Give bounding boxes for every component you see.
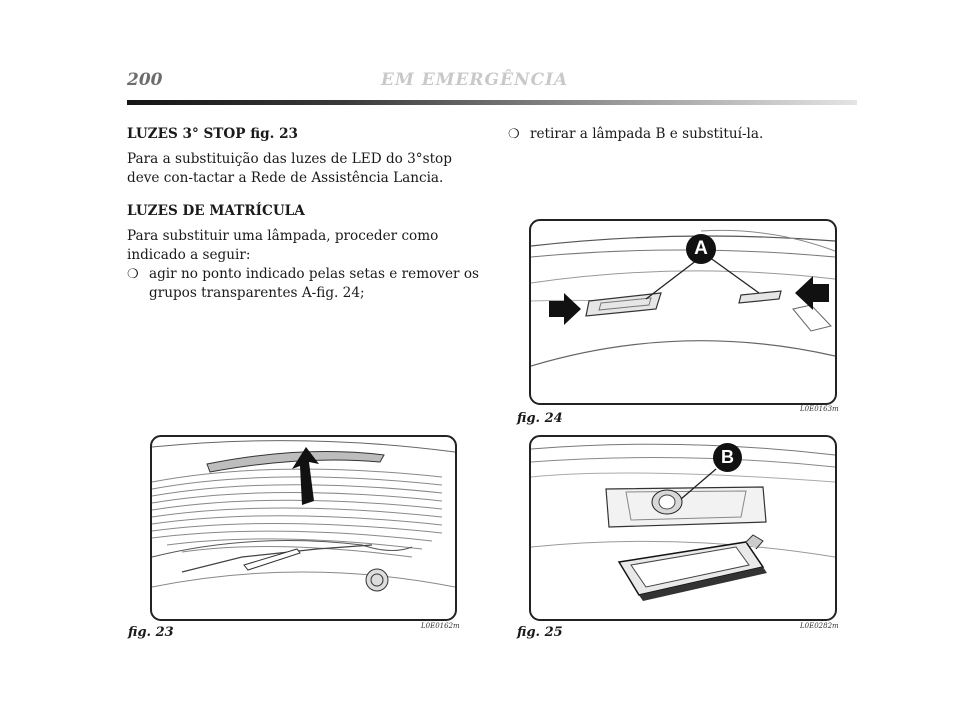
bullet-circle-icon: ❍ (127, 267, 139, 282)
figure-24-code: L0E0163m (800, 405, 839, 413)
figure-23-caption: fig. 23 (128, 625, 174, 640)
page-number: 200 (127, 70, 163, 90)
bullet-circle-icon: ❍ (508, 127, 520, 142)
paragraph-3rd-stop: Para a substituição das luzes de LED do 3°stop deve con-tactar a Rede de Assistência Lancia. (127, 151, 452, 186)
figure-23-image (150, 435, 457, 621)
figure-24-caption: fig. 24 (517, 411, 563, 426)
figure-25-image (529, 435, 837, 621)
figure-24-image (529, 219, 837, 405)
list-item (508, 125, 858, 144)
heading-3rd-stop: LUZES 3° STOP fig. 23 (127, 126, 298, 142)
paragraph-plate-lights: Para substituir uma lâmpada, proceder como indicado a seguir: (127, 228, 439, 263)
right-column (508, 125, 858, 144)
figure-25-caption: fig. 25 (517, 625, 563, 640)
label-b-icon: B (713, 443, 742, 472)
figure-23-code: L0E0162m (421, 622, 460, 630)
figure-25-code: L0E0282m (800, 622, 839, 630)
section-title: EM EMERGÊNCIA (381, 70, 569, 90)
heading-plate-lights: LUZES DE MATRÍCULA (127, 203, 305, 219)
left-column (127, 125, 479, 303)
header-rule (127, 100, 857, 105)
label-a-icon: A (686, 234, 716, 264)
bullet-text: retirar a lâmpada B e substituí-la. (530, 126, 764, 142)
list-item (127, 265, 479, 303)
bullet-text: agir no ponto indicado pelas setas e remover os grupos transparentes A-fig. 24; (149, 266, 479, 301)
